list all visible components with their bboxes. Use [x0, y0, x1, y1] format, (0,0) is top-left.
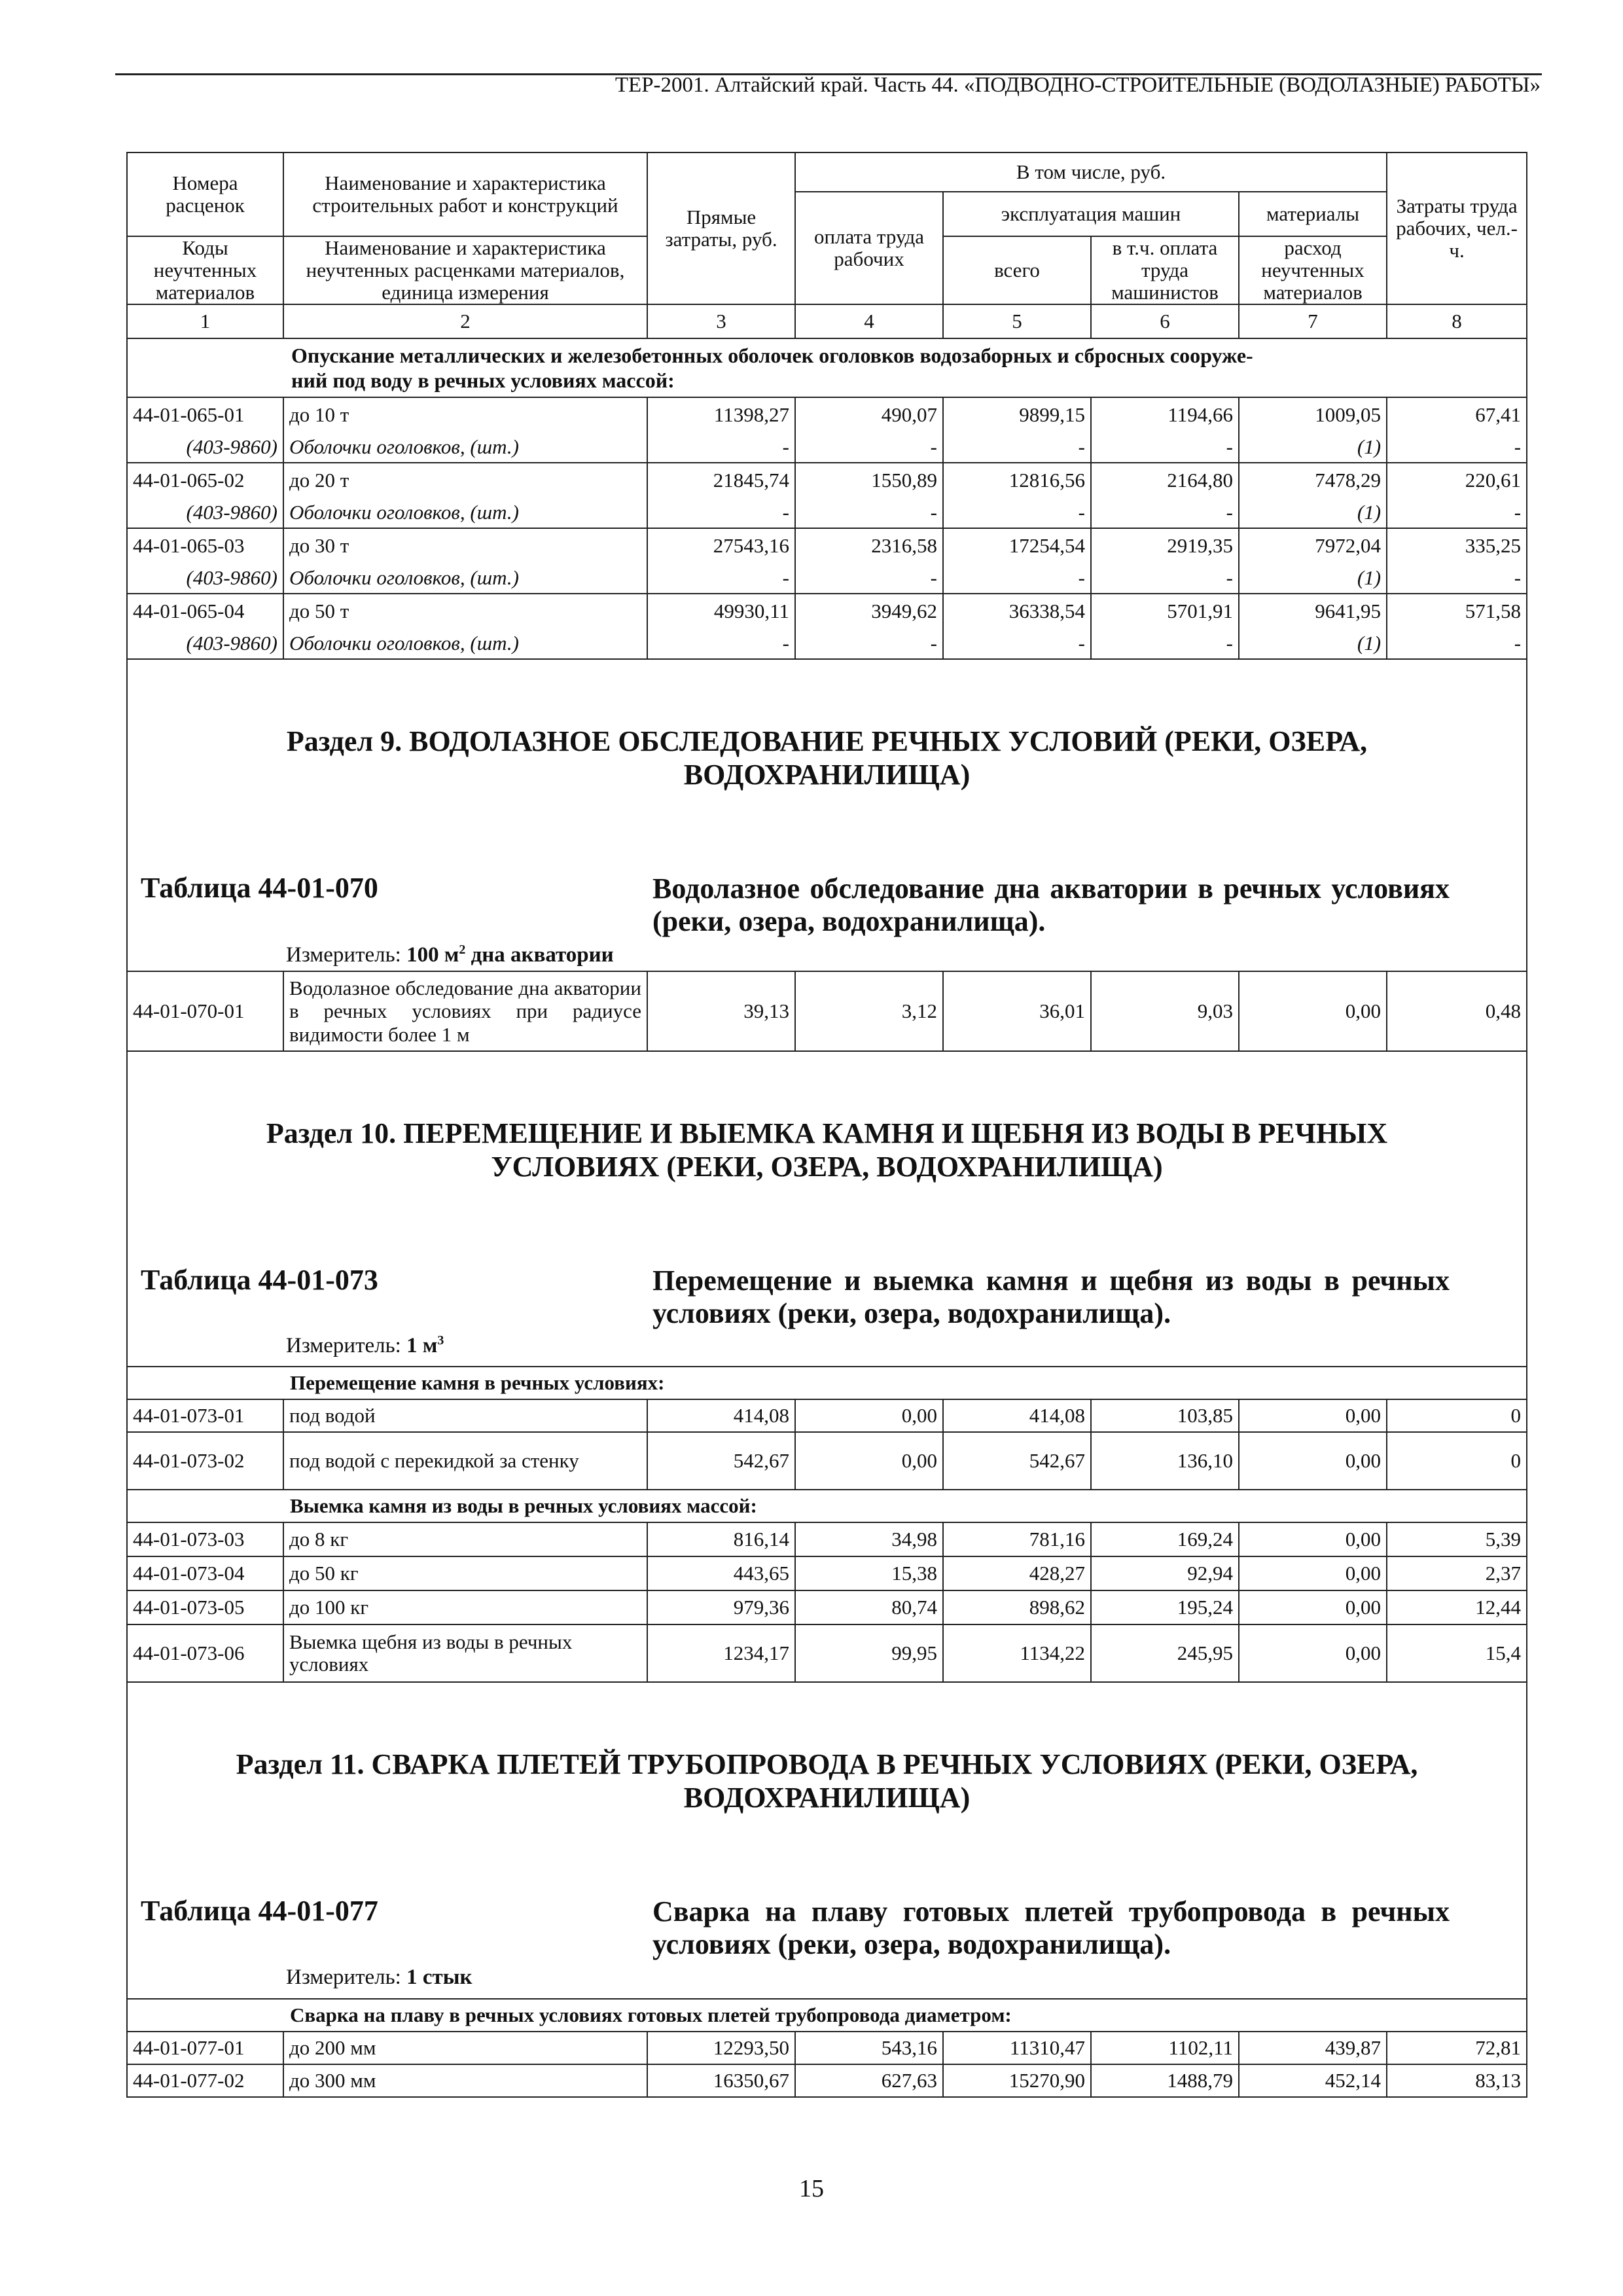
col-material-names: Наименование и характеристика неучтенных расценками материалов, единица измерения: [283, 236, 647, 304]
machines-total: 428,27: [943, 1556, 1091, 1590]
direct-costs: 12293,50: [647, 2032, 795, 2064]
group-title-row: [127, 338, 1527, 397]
materials-value: 1009,05: [1239, 397, 1387, 431]
table-row: [127, 1590, 1527, 1624]
materials-value: 452,14: [1239, 2064, 1387, 2097]
measurement-unit: [286, 1333, 444, 1357]
labor-costs: 2,37: [1387, 1556, 1527, 1590]
table-row: [127, 1432, 1527, 1490]
header-rule: [115, 73, 1542, 75]
work-name: до 30 т: [283, 528, 647, 562]
operator-pay: 169,24: [1091, 1522, 1239, 1556]
col-num: 7: [1239, 304, 1387, 338]
col-including: В том числе, руб.: [795, 152, 1387, 192]
table-number: Таблица 44-01-073: [141, 1264, 378, 1297]
col-materials: материалы: [1239, 192, 1387, 236]
material-dash: -: [795, 628, 943, 659]
section-title: [128, 1117, 1526, 1183]
worker-pay: 34,98: [795, 1522, 943, 1556]
materials-value: 0,00: [1239, 971, 1387, 1051]
group-title-row: [127, 1490, 1527, 1522]
material-qty: (1): [1239, 562, 1387, 594]
work-name: до 10 т: [283, 397, 647, 431]
materials-value: 0,00: [1239, 1556, 1387, 1590]
machines-total: 17254,54: [943, 528, 1091, 562]
worker-pay: 627,63: [795, 2064, 943, 2097]
material-dash: -: [943, 497, 1091, 528]
work-name: до 20 т: [283, 463, 647, 497]
material-code: (403-9860): [127, 628, 283, 659]
direct-costs: 443,65: [647, 1556, 795, 1590]
section-10-header-row: [127, 1051, 1527, 1367]
direct-costs: 49930,11: [647, 594, 795, 628]
direct-costs: 1234,17: [647, 1624, 795, 1682]
running-header: ТЕР-2001. Алтайский край. Часть 44. «ПОДВОДНО-СТРОИТЕЛЬНЫЕ (ВОДОЛАЗНЫЕ) РАБОТЫ»: [615, 73, 1541, 97]
materials-value: 0,00: [1239, 1624, 1387, 1682]
labor-costs: 0: [1387, 1399, 1527, 1432]
worker-pay: 80,74: [795, 1590, 943, 1624]
table-title: Водолазное обследование дна акватории в речных условиях (реки, озера, водохранилища).: [652, 872, 1450, 937]
material-dash: -: [943, 628, 1091, 659]
material-row: [127, 497, 1527, 528]
work-name: Водолазное обследование дна акватории в речных условиях при радиусе видимости более 1 м: [283, 971, 647, 1051]
col-num: 5: [943, 304, 1091, 338]
work-name: до 100 кг: [283, 1590, 647, 1624]
section-title-line: Раздел 9. ВОДОЛАЗНОЕ ОБСЛЕДОВАНИЕ РЕЧНЫХ УСЛОВИЙ (РЕКИ, ОЗЕРА,: [286, 725, 1368, 758]
labor-costs: 83,13: [1387, 2064, 1527, 2097]
col-num: 8: [1387, 304, 1527, 338]
section-11-header-row: [127, 1682, 1527, 1999]
table-title: Перемещение и выемка камня и щебня из воды в речных условиях (реки, озера, водохранилища).: [652, 1265, 1450, 1329]
labor-costs: 5,39: [1387, 1522, 1527, 1556]
material-code: (403-9860): [127, 497, 283, 528]
materials-value: 439,87: [1239, 2032, 1387, 2064]
material-dash: -: [1387, 628, 1527, 659]
section-9-header-row: [127, 659, 1527, 971]
material-dash: -: [1091, 497, 1239, 528]
direct-costs: 27543,16: [647, 528, 795, 562]
labor-costs: 67,41: [1387, 397, 1527, 431]
labor-costs: 72,81: [1387, 2032, 1527, 2064]
worker-pay: 543,16: [795, 2032, 943, 2064]
measurement-unit: [286, 1965, 473, 1989]
column-numbers-row: [127, 304, 1527, 338]
materials-value: 0,00: [1239, 1432, 1387, 1490]
materials-value: 7478,29: [1239, 463, 1387, 497]
work-name: под водой: [283, 1399, 647, 1432]
material-dash: -: [943, 431, 1091, 463]
material-dash: -: [647, 497, 795, 528]
materials-value: 0,00: [1239, 1590, 1387, 1624]
direct-costs: 39,13: [647, 971, 795, 1051]
material-name: Оболочки оголовков, (шт.): [283, 562, 647, 594]
col-num: 1: [127, 304, 283, 338]
direct-costs: 16350,67: [647, 2064, 795, 2097]
col-num: 2: [283, 304, 647, 338]
section-title-line: ВОДОХРАНИЛИЩА): [683, 1781, 971, 1814]
material-dash: -: [795, 497, 943, 528]
machines-total: 11310,47: [943, 2032, 1091, 2064]
operator-pay: 245,95: [1091, 1624, 1239, 1682]
material-row: [127, 562, 1527, 594]
measurement-exponent: 2: [459, 942, 466, 958]
table-number: Таблица 44-01-077: [141, 1895, 378, 1928]
machines-total: 414,08: [943, 1399, 1091, 1432]
work-name: до 200 мм: [283, 2032, 647, 2064]
table-row: [127, 1556, 1527, 1590]
worker-pay: 2316,58: [795, 528, 943, 562]
labor-costs: 571,58: [1387, 594, 1527, 628]
table-row: [127, 1522, 1527, 1556]
rate-code: 44-01-065-04: [127, 594, 283, 628]
measurement-label: Измеритель:: [286, 1965, 407, 1990]
col-machine-operation: эксплуатация машин: [943, 192, 1239, 236]
group-title: Сварка на плаву в речных условиях готовых плетей трубопровода диаметром:: [127, 1999, 1527, 2032]
operator-pay: 2164,80: [1091, 463, 1239, 497]
material-code: (403-9860): [127, 431, 283, 463]
col-unaccounted-materials: расход неучтенных материалов: [1239, 236, 1387, 304]
section-title-line: Раздел 10. ПЕРЕМЕЩЕНИЕ И ВЫЕМКА КАМНЯ И ЩЕБНЯ ИЗ ВОДЫ В РЕЧНЫХ: [266, 1117, 1388, 1150]
worker-pay: 1550,89: [795, 463, 943, 497]
materials-value: 7972,04: [1239, 528, 1387, 562]
measurement-label: Измеритель:: [286, 943, 407, 967]
col-work-name: Наименование и характеристика строительных работ и конструкций: [283, 152, 647, 236]
col-num: 6: [1091, 304, 1239, 338]
material-qty: (1): [1239, 431, 1387, 463]
work-name: до 8 кг: [283, 1522, 647, 1556]
material-dash: -: [795, 562, 943, 594]
col-rate-number: Номера расценок: [127, 152, 283, 236]
material-dash: -: [647, 628, 795, 659]
rate-code: 44-01-070-01: [127, 971, 283, 1051]
machines-total: 542,67: [943, 1432, 1091, 1490]
worker-pay: 0,00: [795, 1399, 943, 1432]
material-row: [127, 431, 1527, 463]
section-title-line: ВОДОХРАНИЛИЩА): [683, 758, 971, 791]
material-dash: -: [647, 431, 795, 463]
worker-pay: 490,07: [795, 397, 943, 431]
measurement-unit: [286, 942, 614, 967]
machines-total: 781,16: [943, 1522, 1091, 1556]
materials-value: 9641,95: [1239, 594, 1387, 628]
operator-pay: 1488,79: [1091, 2064, 1239, 2097]
measurement-label: Измеритель:: [286, 1334, 407, 1358]
group-title: Выемка камня из воды в речных условиях массой:: [127, 1490, 1527, 1522]
material-qty: (1): [1239, 628, 1387, 659]
col-material-codes: Коды неучтенных материалов: [127, 236, 283, 304]
col-operator-pay: в т.ч. оплата труда машинистов: [1091, 236, 1239, 304]
measurement-value: 100 м: [406, 943, 459, 967]
rate-code: 44-01-077-01: [127, 2032, 283, 2064]
work-name: до 300 мм: [283, 2064, 647, 2097]
labor-costs: 335,25: [1387, 528, 1527, 562]
direct-costs: 21845,74: [647, 463, 795, 497]
machines-total: 15270,90: [943, 2064, 1091, 2097]
header-row-1: [127, 152, 1527, 192]
group-title: Перемещение камня в речных условиях:: [127, 1367, 1527, 1399]
work-name: до 50 т: [283, 594, 647, 628]
page-number: 15: [799, 2175, 824, 2202]
col-num: 3: [647, 304, 795, 338]
material-code: (403-9860): [127, 562, 283, 594]
material-name: Оболочки оголовков, (шт.): [283, 497, 647, 528]
table-row: [127, 2032, 1527, 2064]
group-title-row: [127, 1999, 1527, 2032]
machines-total: 12816,56: [943, 463, 1091, 497]
material-dash: -: [943, 562, 1091, 594]
direct-costs: 11398,27: [647, 397, 795, 431]
table-title: Сварка на плаву готовых плетей трубопровода в речных условиях (реки, озера, водохранилища).: [652, 1895, 1450, 1960]
operator-pay: 1194,66: [1091, 397, 1239, 431]
material-qty: (1): [1239, 497, 1387, 528]
rate-code: 44-01-065-01: [127, 397, 283, 431]
operator-pay: 195,24: [1091, 1590, 1239, 1624]
measurement-exponent: 3: [437, 1333, 444, 1348]
operator-pay: 92,94: [1091, 1556, 1239, 1590]
operator-pay: 2919,35: [1091, 528, 1239, 562]
col-machines-total: всего: [943, 236, 1091, 304]
material-dash: -: [647, 562, 795, 594]
direct-costs: 816,14: [647, 1522, 795, 1556]
table-row: [127, 397, 1527, 431]
table-row: [127, 1399, 1527, 1432]
col-labor-costs: Затраты труда рабочих, чел.-ч.: [1387, 152, 1527, 304]
worker-pay: 3,12: [795, 971, 943, 1051]
section-title-line: УСЛОВИЯХ (РЕКИ, ОЗЕРА, ВОДОХРАНИЛИЩА): [491, 1150, 1163, 1183]
operator-pay: 103,85: [1091, 1399, 1239, 1432]
material-dash: -: [1387, 562, 1527, 594]
rate-code: 44-01-073-01: [127, 1399, 283, 1432]
table-row: [127, 1624, 1527, 1682]
material-dash: -: [1091, 628, 1239, 659]
materials-value: 0,00: [1239, 1399, 1387, 1432]
worker-pay: 3949,62: [795, 594, 943, 628]
rate-code: 44-01-065-03: [127, 528, 283, 562]
work-name: Выемка щебня из воды в речных условиях: [283, 1624, 647, 1682]
table-row: [127, 594, 1527, 628]
materials-value: 0,00: [1239, 1522, 1387, 1556]
worker-pay: 0,00: [795, 1432, 943, 1490]
measurement-value: 1 стык: [406, 1965, 473, 1990]
group-title-line: Опускание металлических и железобетонных оболочек оголовков водозаборных и сбросных сооруже-: [291, 343, 1253, 367]
worker-pay: 99,95: [795, 1624, 943, 1682]
labor-costs: 12,44: [1387, 1590, 1527, 1624]
machines-total: 36338,54: [943, 594, 1091, 628]
work-name: под водой с перекидкой за стенку: [283, 1432, 647, 1490]
table-row: [127, 971, 1527, 1051]
measurement-rest: дна акватории: [465, 943, 614, 967]
table-number: Таблица 44-01-070: [141, 872, 378, 905]
operator-pay: 5701,91: [1091, 594, 1239, 628]
col-direct-costs: Прямые затраты, руб.: [647, 152, 795, 304]
col-worker-pay: оплата труда рабочих: [795, 192, 943, 304]
rate-code: 44-01-073-06: [127, 1624, 283, 1682]
col-num: 4: [795, 304, 943, 338]
worker-pay: 15,38: [795, 1556, 943, 1590]
material-dash: -: [1387, 431, 1527, 463]
rate-code: 44-01-073-05: [127, 1590, 283, 1624]
section-title: [128, 725, 1526, 791]
labor-costs: 15,4: [1387, 1624, 1527, 1682]
rate-code: 44-01-073-03: [127, 1522, 283, 1556]
operator-pay: 9,03: [1091, 971, 1239, 1051]
material-name: Оболочки оголовков, (шт.): [283, 628, 647, 659]
labor-costs: 0,48: [1387, 971, 1527, 1051]
operator-pay: 136,10: [1091, 1432, 1239, 1490]
machines-total: 36,01: [943, 971, 1091, 1051]
section-title: [128, 1748, 1526, 1814]
section-title-line: Раздел 11. СВАРКА ПЛЕТЕЙ ТРУБОПРОВОДА В РЕЧНЫХ УСЛОВИЯХ (РЕКИ, ОЗЕРА,: [236, 1748, 1418, 1781]
material-dash: -: [1091, 562, 1239, 594]
machines-total: 898,62: [943, 1590, 1091, 1624]
labor-costs: 220,61: [1387, 463, 1527, 497]
rate-code: 44-01-077-02: [127, 2064, 283, 2097]
material-dash: -: [1387, 497, 1527, 528]
direct-costs: 414,08: [647, 1399, 795, 1432]
group-title-line: ний под воду в речных условиях массой:: [291, 368, 675, 393]
material-row: [127, 628, 1527, 659]
machines-total: 9899,15: [943, 397, 1091, 431]
direct-costs: 979,36: [647, 1590, 795, 1624]
rates-table: [126, 152, 1527, 2098]
rate-code: 44-01-073-02: [127, 1432, 283, 1490]
measurement-value: 1 м: [406, 1334, 438, 1358]
group-title-row: [127, 1367, 1527, 1399]
material-name: Оболочки оголовков, (шт.): [283, 431, 647, 463]
machines-total: 1134,22: [943, 1624, 1091, 1682]
operator-pay: 1102,11: [1091, 2032, 1239, 2064]
table-row: [127, 2064, 1527, 2097]
direct-costs: 542,67: [647, 1432, 795, 1490]
material-dash: -: [1091, 431, 1239, 463]
table-row: [127, 528, 1527, 562]
rate-code: 44-01-065-02: [127, 463, 283, 497]
labor-costs: 0: [1387, 1432, 1527, 1490]
material-dash: -: [795, 431, 943, 463]
rate-code: 44-01-073-04: [127, 1556, 283, 1590]
table-row: [127, 463, 1527, 497]
work-name: до 50 кг: [283, 1556, 647, 1590]
